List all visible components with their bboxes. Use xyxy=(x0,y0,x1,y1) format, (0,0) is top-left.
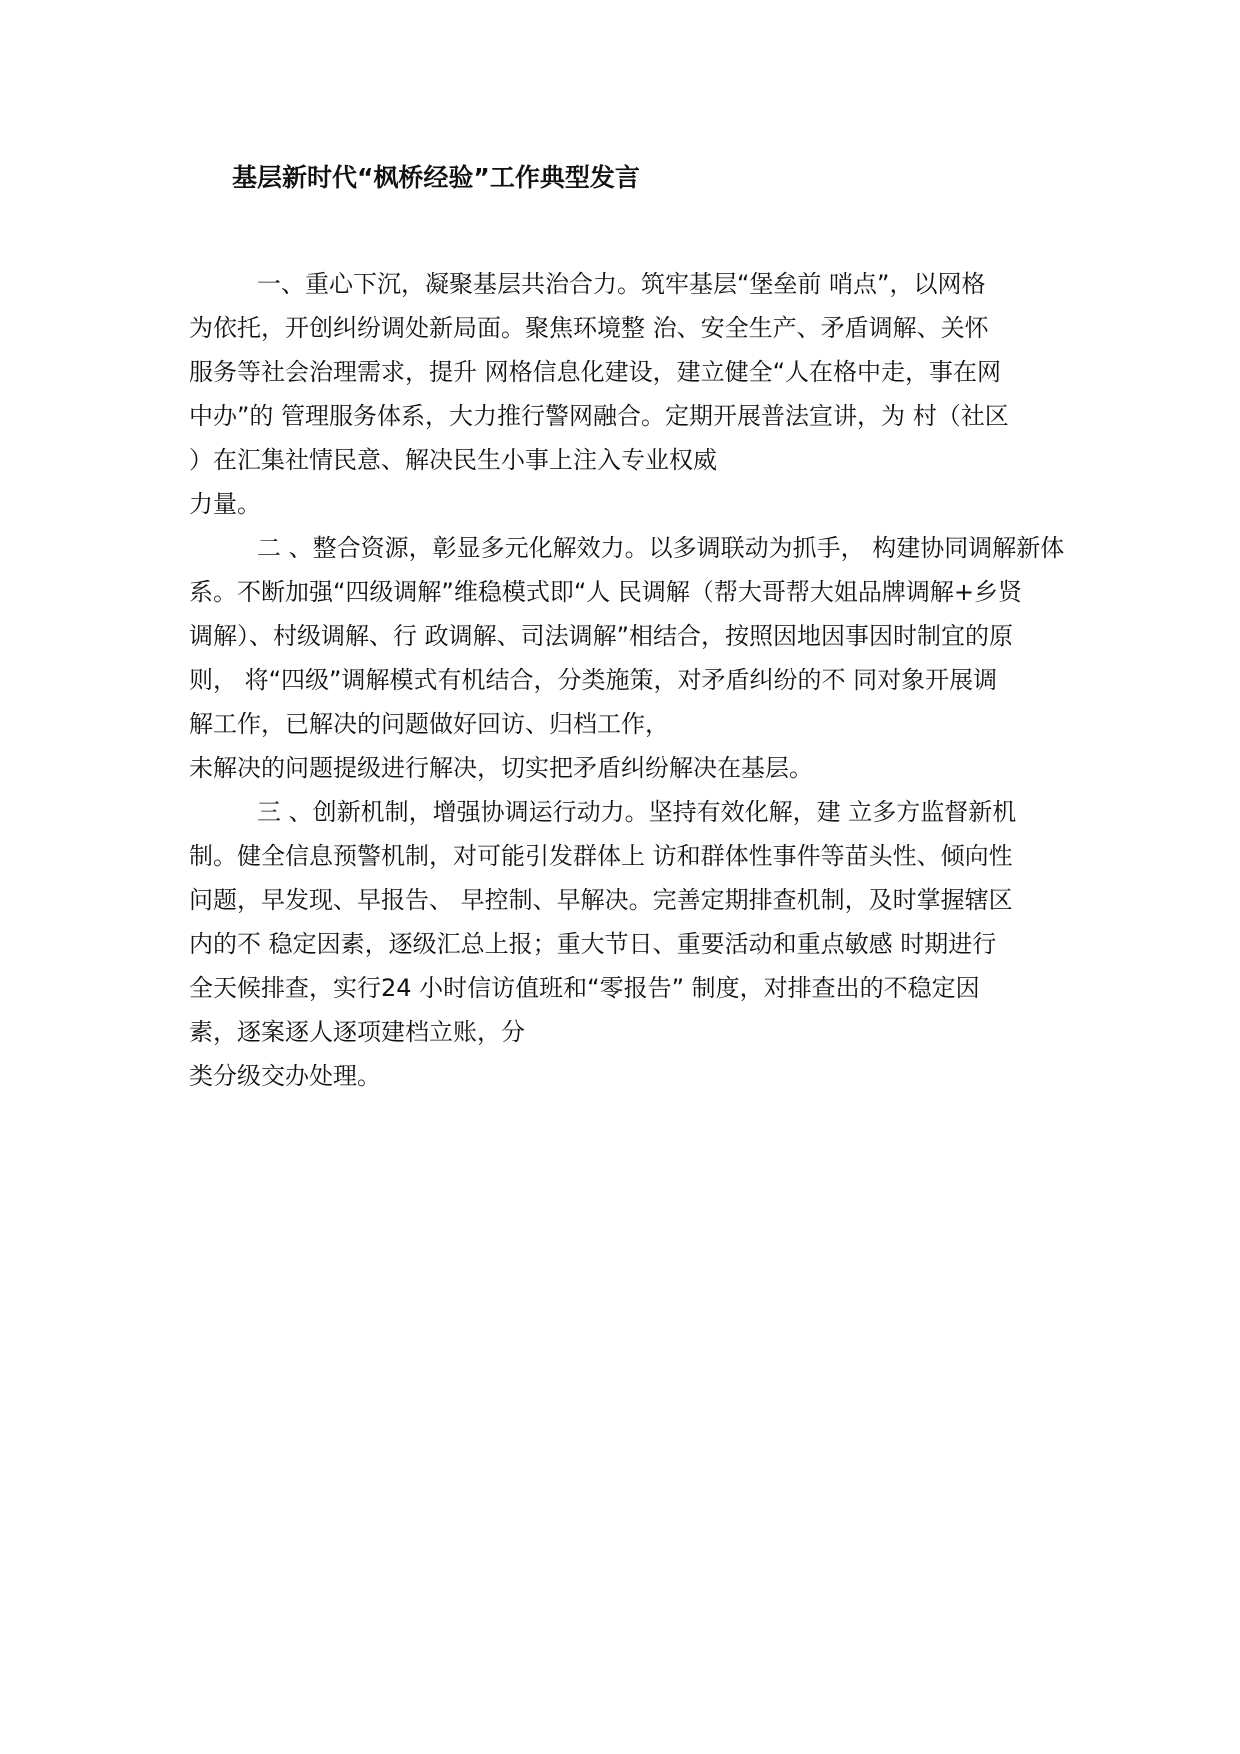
paragraph-line: 二 、整合资源，彰显多元化解效力。以多调联动为抓手， 构建协同调解新体 xyxy=(257,534,1065,562)
document-body xyxy=(189,262,1069,1098)
paragraph-line: 三 、创新机制，增强协调运行动力。坚持有效化解，建 立多方监督新机 xyxy=(257,798,1017,826)
paragraph-1 xyxy=(189,262,1069,526)
paragraph-line: ）在汇集社情民意、解决民生小事上注入专业权威 xyxy=(189,446,717,474)
paragraph-line: 类分级交办处理。 xyxy=(189,1062,381,1090)
paragraph-line: 一、重心下沉，凝聚基层共治合力。筑牢基层“堡垒前 哨点”，以网格 xyxy=(257,270,986,298)
paragraph-line: 则， 将“四级”调解模式有机结合，分类施策，对矛盾纠纷的不 同对象开展调 xyxy=(189,666,998,694)
paragraph-line: 内的不 稳定因素，逐级汇总上报；重大节日、重要活动和重点敏感 时期进行 xyxy=(189,930,997,958)
paragraph-line: 素，逐案逐人逐项建档立账，分 xyxy=(189,1018,525,1046)
paragraph-line: 调解）、村级调解、行 政调解、司法调解”相结合，按照因地因事因时制宜的原 xyxy=(189,622,1014,650)
paragraph-line: 解工作，已解决的问题做好回访、归档工作， xyxy=(189,710,669,738)
paragraph-3 xyxy=(189,790,1069,1098)
paragraph-line: 制。健全信息预警机制，对可能引发群体上 访和群体性事件等苗头性、倾向性 xyxy=(189,842,1013,870)
paragraph-line: 中办”的 管理服务体系，大力推行警网融合。定期开展普法宣讲，为 村（社区 xyxy=(189,402,1009,430)
paragraph-2 xyxy=(189,526,1069,790)
document-title: 基层新时代“枫桥经验”工作典型发言 xyxy=(232,163,640,192)
paragraph-line: 为依托，开创纠纷调处新局面。聚焦环境整 治、安全生产、矛盾调解、关怀 xyxy=(189,314,989,342)
paragraph-line: 未解决的问题提级进行解决，切实把矛盾纠纷解决在基层。 xyxy=(189,754,813,782)
paragraph-line: 系。不断加强“四级调解”维稳模式即“人 民调解（帮大哥帮大姐品牌调解+乡贤 xyxy=(189,578,1023,606)
paragraph-line: 服务等社会治理需求，提升 网格信息化建设，建立健全“人在格中走，事在网 xyxy=(189,358,1002,386)
paragraph-line: 全天候排查，实行24 小时信访值班和“零报告” 制度，对排查出的不稳定因 xyxy=(189,974,980,1002)
paragraph-line: 力量。 xyxy=(189,490,261,518)
paragraph-line: 问题，早发现、早报告、 早控制、早解决。完善定期排查机制，及时掌握辖区 xyxy=(189,886,1013,914)
